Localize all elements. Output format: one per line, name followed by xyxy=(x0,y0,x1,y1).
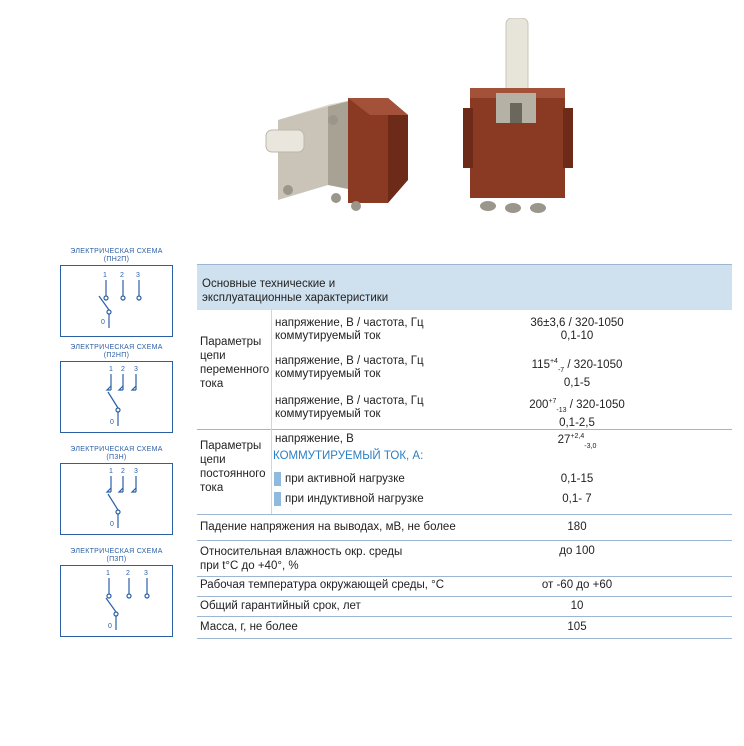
row-value: от -60 до +60 xyxy=(541,579,613,591)
bullet-marker xyxy=(274,492,281,506)
scheme-diagram xyxy=(60,265,173,337)
scheme-diagram xyxy=(60,565,173,637)
terminal-label: 2 xyxy=(121,468,125,475)
ac-row-3-value: $200^{+7}_{-13} / 320-1050$ 0,1-2,5 xyxy=(529,398,625,429)
row-value: до 100 xyxy=(559,545,595,557)
scheme-diagram xyxy=(60,463,173,535)
toggle-switch-photo-front xyxy=(458,18,583,218)
table-row xyxy=(197,540,732,577)
terminal-label: 0 xyxy=(101,319,105,326)
ac-parameters-group xyxy=(197,309,732,430)
table-row xyxy=(197,596,732,617)
terminal-label: 1 xyxy=(109,468,113,475)
dc-voltage-value: $27^{+2,4}_{-3,0}$ xyxy=(557,433,597,450)
ac-row-3-param: напряжение, В / частота, Гц коммутируемый ток xyxy=(275,395,424,420)
scheme-code: (ПН2П) xyxy=(103,256,130,263)
scheme-code: (П3П) xyxy=(106,556,127,563)
terminal-label: 1 xyxy=(106,570,110,577)
row-value: 10 xyxy=(570,600,584,612)
ac-row-1-param: напряжение, В / частота, Гц коммутируемый ток xyxy=(275,317,424,342)
dc-inductive-load-value: 0,1- 7 xyxy=(562,493,592,505)
scheme-p3p xyxy=(60,548,173,637)
row-label: Падение напряжения на выводах, мВ, не более xyxy=(200,521,456,533)
dc-parameters-group xyxy=(197,429,732,515)
ac-row-2-param: напряжение, В / частота, Гц коммутируемый ток xyxy=(275,355,424,380)
terminal-label: 0 xyxy=(110,521,114,528)
terminal-label: 2 xyxy=(126,570,130,577)
terminal-label: 3 xyxy=(134,468,138,475)
scheme-p3n xyxy=(60,446,173,535)
row-label: Общий гарантийный срок, лет xyxy=(200,600,361,612)
terminal-label: 2 xyxy=(121,366,125,373)
ac-row-1-value: 36±3,6 / 320-1050 0,1-10 xyxy=(530,317,624,342)
scheme-caption: ЭЛЕКТРИЧЕСКАЯ СХЕМА xyxy=(70,446,163,453)
scheme-caption: ЭЛЕКТРИЧЕСКАЯ СХЕМА xyxy=(70,548,163,555)
ac-group-label: Параметры цепи переменного тока xyxy=(200,336,270,390)
dc-active-load-value: 0,1-15 xyxy=(560,473,594,485)
scheme-p2np xyxy=(60,344,173,433)
terminal-label: 3 xyxy=(134,366,138,373)
scheme-diagram xyxy=(60,361,173,433)
row-value: 180 xyxy=(567,521,587,533)
ac-row-2-value: $115^{+4}_{-7} / 320-1050$ 0,1-5 xyxy=(531,358,623,389)
row-label: Относительная влажность окр. среды при t°С до +40°, % xyxy=(200,546,403,572)
terminal-label: 1 xyxy=(109,366,113,373)
toggle-switch-photo-side xyxy=(258,80,418,220)
table-header xyxy=(197,264,732,310)
dc-current-heading: КОММУТИРУЕМЫЙ ТОК, А: xyxy=(273,450,424,462)
table-row xyxy=(197,616,732,639)
dc-active-load-label: при активной нагрузке xyxy=(285,473,405,485)
scheme-caption: ЭЛЕКТРИЧЕСКАЯ СХЕМА xyxy=(70,344,163,351)
terminal-label: 2 xyxy=(120,272,124,279)
scheme-code: (П2НП) xyxy=(103,352,130,359)
terminal-label: 3 xyxy=(144,570,148,577)
terminal-label: 3 xyxy=(136,272,140,279)
terminal-label: 0 xyxy=(110,419,114,426)
terminal-label: 0 xyxy=(108,623,112,630)
table-row xyxy=(197,514,732,541)
row-value: 105 xyxy=(567,621,587,633)
terminal-label: 1 xyxy=(103,272,107,279)
row-label: Рабочая температура окружающей среды, °С xyxy=(200,579,445,591)
scheme-caption: ЭЛЕКТРИЧЕСКАЯ СХЕМА xyxy=(70,248,163,255)
scheme-code: (П3Н) xyxy=(106,454,127,461)
table-title: Основные технические и эксплуатационные характеристики xyxy=(202,278,389,304)
table-row xyxy=(197,576,732,597)
row-label: Масса, г, не более xyxy=(200,621,298,633)
dc-voltage-label: напряжение, В xyxy=(275,433,354,445)
scheme-pn2p xyxy=(60,248,173,337)
bullet-marker xyxy=(274,472,281,486)
dc-group-label: Параметры цепи постоянного тока xyxy=(200,440,266,494)
dc-inductive-load-label: при индуктивной нагрузке xyxy=(285,493,424,505)
